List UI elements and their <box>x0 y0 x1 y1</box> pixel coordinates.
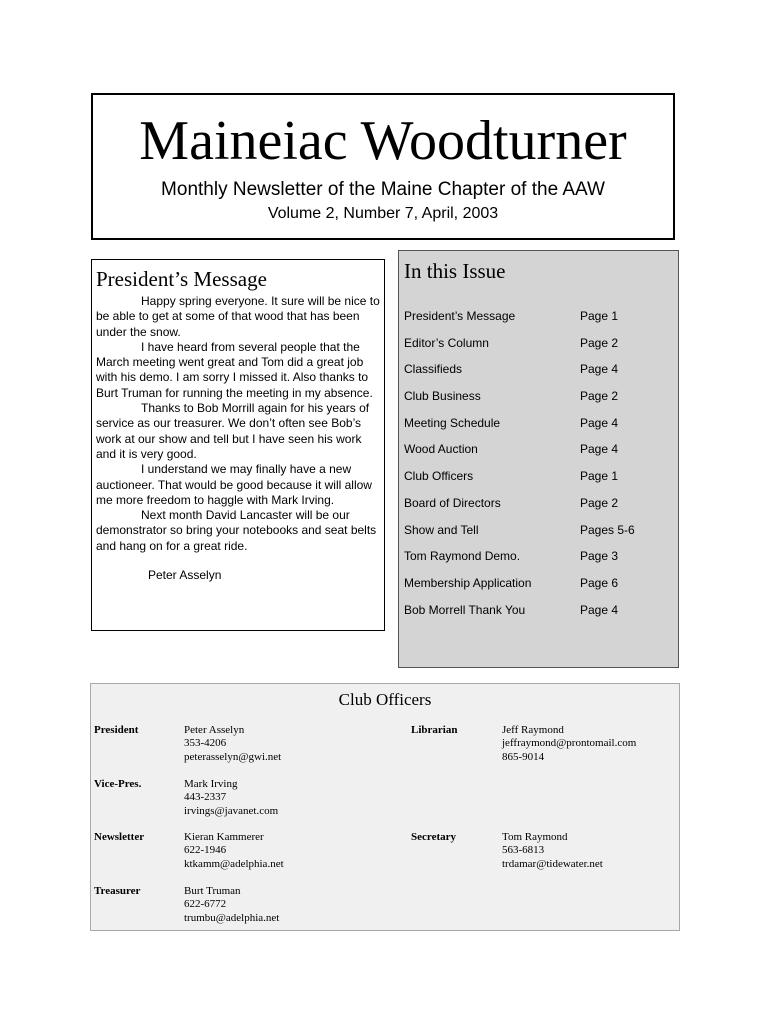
toc-item-page: Page 3 <box>580 549 619 564</box>
officer-phone: 353-4206 <box>184 737 227 750</box>
toc-item-page: Page 4 <box>580 362 619 377</box>
officer-email: ktkamm@adelphia.net <box>184 857 284 870</box>
officer-role-treasurer: Treasurer <box>94 885 141 897</box>
officer-name: Burt Truman <box>184 885 241 897</box>
toc-item-title: Membership Application <box>404 575 532 590</box>
table-of-contents <box>398 250 679 668</box>
toc-item <box>404 335 672 362</box>
officer-role-vice-president: Vice-Pres. <box>94 778 142 790</box>
toc-item <box>404 388 672 415</box>
toc-item-page: Page 2 <box>580 495 619 510</box>
officer-info-newsletter <box>184 831 284 871</box>
toc-item-page: Page 4 <box>580 602 619 617</box>
toc-item-page: Page 1 <box>580 469 619 484</box>
toc-item-title: Editor’s Column <box>404 335 489 350</box>
officer-phone: 622-6772 <box>184 898 227 911</box>
toc-item <box>404 548 672 575</box>
presidents-message-heading: President’s Message <box>96 267 267 291</box>
message-paragraph: Happy spring everyone. It sure will be nice to be able to get at some of that wood that has been under the snow. <box>96 294 380 339</box>
toc-item-page: Page 4 <box>580 442 619 457</box>
officer-info-president <box>184 724 281 764</box>
toc-item-title: Classifieds <box>404 362 463 377</box>
toc-item-title: Show and Tell <box>404 522 479 537</box>
issue-volume: Volume 2, Number 7, April, 2003 <box>267 205 499 222</box>
officer-email: trumbu@adelphia.net <box>184 911 280 924</box>
officer-info-treasurer <box>184 885 279 925</box>
toc-item-page: Page 1 <box>580 309 619 323</box>
newsletter-subtitle: Monthly Newsletter of the Maine Chapter of the AAW <box>161 179 605 200</box>
officer-name: Kieran Kammerer <box>184 831 264 843</box>
toc-item-title: Club Officers <box>404 469 474 484</box>
toc-item <box>404 602 672 629</box>
toc-item-title: Board of Directors <box>404 495 501 510</box>
officer-email: jeffraymond@prontomail.com <box>502 737 637 750</box>
officer-phone: 563-6813 <box>502 844 545 857</box>
message-paragraph: I have heard from several people that the March meeting went great and Tom did a great job with his demo. I am sorry I missed it. Also thanks to Burt Truman for running the meeting in my absence. <box>96 339 373 400</box>
officer-info-vice-president <box>184 778 278 818</box>
toc-item-page: Page 6 <box>580 575 619 590</box>
officer-role-newsletter: Newsletter <box>94 831 145 843</box>
message-paragraph: I understand we may finally have a new auctioneer. That would be good because it will allow me more freedom to haggle with Mark Irving. <box>96 462 372 507</box>
toc-item-title: Bob Morrell Thank You <box>404 602 526 617</box>
toc-item <box>404 308 672 335</box>
toc-item-page: Page 2 <box>580 335 619 350</box>
toc-item <box>404 361 672 388</box>
masthead <box>91 93 675 240</box>
toc-item-page: Page 2 <box>580 389 619 404</box>
toc-item <box>404 575 672 602</box>
officer-email: irvings@javanet.com <box>184 804 279 817</box>
toc-item <box>404 468 672 495</box>
toc-item-title: Tom Raymond Demo. <box>404 549 521 564</box>
toc-item-page: Pages 5-6 <box>580 522 635 537</box>
presidents-message <box>91 259 385 631</box>
officer-info-librarian <box>502 724 636 764</box>
message-paragraph: Next month David Lancaster will be our demonstrator so bring your notebooks and seat belts and hang on for a great ride. <box>96 508 377 553</box>
toc-item <box>404 415 672 442</box>
toc-item <box>404 495 672 522</box>
officer-email: trdamar@tidewater.net <box>502 857 603 870</box>
officer-role-librarian: Librarian <box>411 724 458 736</box>
toc-item <box>404 441 672 468</box>
message-signature: Peter Asselyn <box>148 568 222 583</box>
officer-role-secretary: Secretary <box>411 831 456 843</box>
officer-phone: 622-1946 <box>184 844 227 857</box>
toc-item-title: Wood Auction <box>404 442 478 457</box>
officer-name: Peter Asselyn <box>184 724 245 736</box>
officer-name: Jeff Raymond <box>502 724 564 736</box>
toc-item-title: President’s Message <box>404 309 516 323</box>
newsletter-title: Maineiac Woodturner <box>139 110 627 172</box>
toc-item-page: Page 4 <box>580 415 619 430</box>
toc-item <box>404 522 672 549</box>
toc-heading: In this Issue <box>404 259 506 283</box>
toc-item-title: Club Business <box>404 389 481 404</box>
officer-role-president: President <box>94 724 139 736</box>
officer-info-secretary <box>502 831 603 871</box>
message-paragraph: Thanks to Bob Morrill again for his years of service as our treasurer. We don’t often see Bob’s work at our show and tell but I have seen his work and it is very good. <box>96 401 370 461</box>
officer-name: Mark Irving <box>184 778 238 790</box>
officer-email: peterasselyn@gwi.net <box>184 750 282 763</box>
club-officers <box>90 683 680 931</box>
officer-phone: 443-2337 <box>184 791 227 804</box>
officer-name: Tom Raymond <box>502 831 568 843</box>
toc-item-title: Meeting Schedule <box>404 415 501 430</box>
club-officers-heading: Club Officers <box>338 690 432 709</box>
officer-phone: 865-9014 <box>502 750 545 763</box>
